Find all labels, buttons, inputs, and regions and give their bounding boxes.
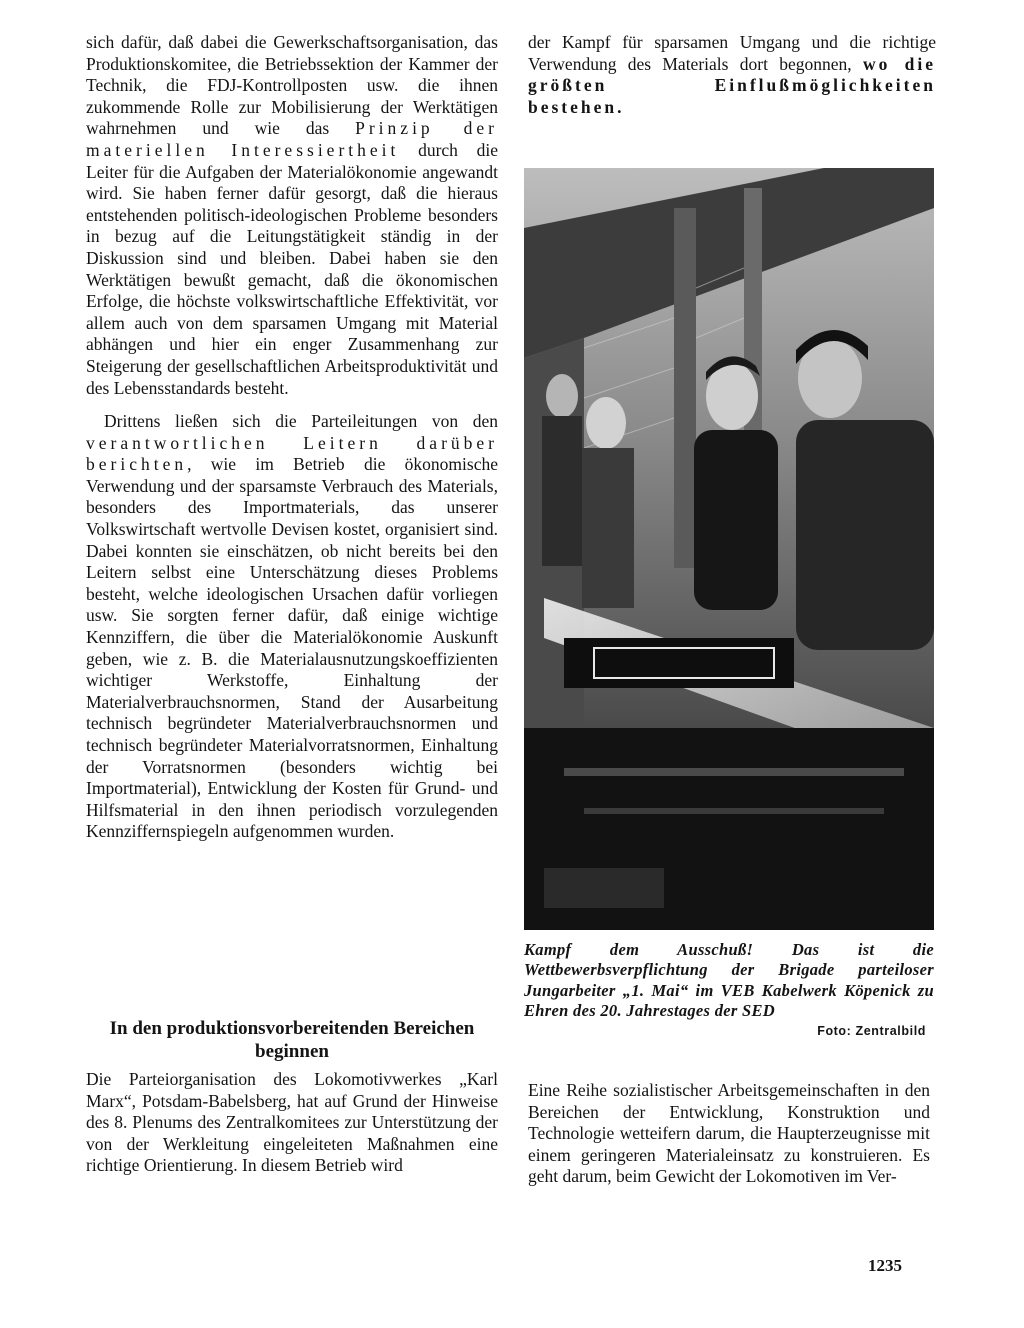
emphasis-spaced: verantwortlichen Leitern darüber berichten (86, 432, 498, 475)
paragraph: Die Parteiorganisation des Lokomotivwerkes „Karl Marx“, Potsdam-Babelsberg, hat auf Grund der Hinweise des 8. Plenums des Zentralkomitees zur Unterstützung der von der Werkleitung eingeleiteten Maßnahmen eine richtige Orientierung. In diesem Betrieb wird (86, 1069, 498, 1176)
photo-caption: Kampf dem Ausschuß! Das ist die Wettbewerbsverpflichtung der Brigade parteiloser Jungarbeiter „1. Mai“ im VEB Kabelwerk Köpenick zu Ehren des 20. Jahrestages der SED (524, 940, 934, 1021)
paragraph: Eine Reihe sozialistischer Arbeitsgemeinschaften in den Bereichen der Entwicklung, Konstruktion und Technologie wetteifern darum, die Haupterzeugnisse mit einem geringeren Materialeinsatz zu konstruieren. Es geht darum, beim Gewicht der Lokomotiven im Ver- (528, 1080, 930, 1187)
page-number: 1235 (868, 1256, 902, 1275)
left-column-continued (86, 1069, 498, 1177)
right-column-top-text (528, 32, 936, 118)
right-column-bottom-text (528, 1080, 930, 1188)
paragraph: der Kampf für sparsamen Umgang und die richtige Verwendung des Materials dort begonnen, wo die größten Einflußmöglichkeiten bestehen. (528, 32, 936, 117)
photo-credit: Foto: Zentralbild (817, 1024, 926, 1038)
photograph-workers-at-cable-machine (524, 168, 934, 930)
emphasis-spaced: Prinzip der materiellen Interessiertheit (86, 118, 498, 160)
paragraph: Drittens ließen sich die Parteileitungen von den verantwortlichen Leitern darüber berichten, wie im Betrieb die ökonomische Verwendung und der sparsamste Verbrauch des Materials, besonders des Importmaterials, das unserer Volkswirtschaft wertvolle Devisen kostet, organisiert sind. Dabei konnten sie einschätzen, ob nicht bereits bei den Leitern selbst eine Unterschätzung dieses Problems besteht, welche ideologischen Ursachen dafür vorliegen usw. Sie sorgten ferner dafür, daß einige wichtige Kennziffern, die über die Materialökonomie Auskunft geben, wie z. B. die Materialausnutzungskoeffizienten wichtiger Werkstoffe, Einhaltung der Materialverbrauchsnormen, Stand der Ausarbeitung technisch begründeter Materialverbrauchsnormen und technisch begründeter Materialvorratsnormen, Einhaltung der Vorratsnormen (besonders wichtig bei Importmaterial), Entwicklung der Kosten für Grund- und Hilfsmaterial in den ihnen periodisch vorzulegenden Kennziffernspiegeln aufgenommen wurden. (86, 411, 498, 842)
paragraph: sich dafür, daß dabei die Gewerkschaftsorganisation, das Produktionskomitee, die Betriebssektion der Kammer der Technik, die FDJ-Kontrollposten usw. die ihnen zukommende Rolle zur Mobilisierung der Werktätigen wahrnehmen und wie das Prinzip der materiellen Interessiertheit durch die Leiter für die Aufgaben der Materialökonomie angewandt wird. Sie haben ferner dafür gesorgt, daß die hieraus entstehenden politisch-ideologischen Probleme besonders in bezug auf die Leitungstätigkeit ständig in der Diskussion sind und bleiben. Dabei haben sie den Werktätigen bewußt gemacht, daß die ökonomischen Erfolge, die höchste volkswirtschaftliche Effektivität, vor allem auch von dem sparsamen Umgang mit Material abhängen und hier ein enger Zusammenhang zur Steigerung der gesellschaftlichen Arbeitsproduktivität und des Lebensstandards besteht. (86, 32, 498, 398)
emphasis-spaced-bold: wo die größten Einflußmöglichkeiten bestehen. (528, 53, 936, 117)
section-heading: In den produktionsvorbereitenden Bereichen beginnen (109, 1018, 475, 1062)
left-column-text (86, 32, 498, 843)
